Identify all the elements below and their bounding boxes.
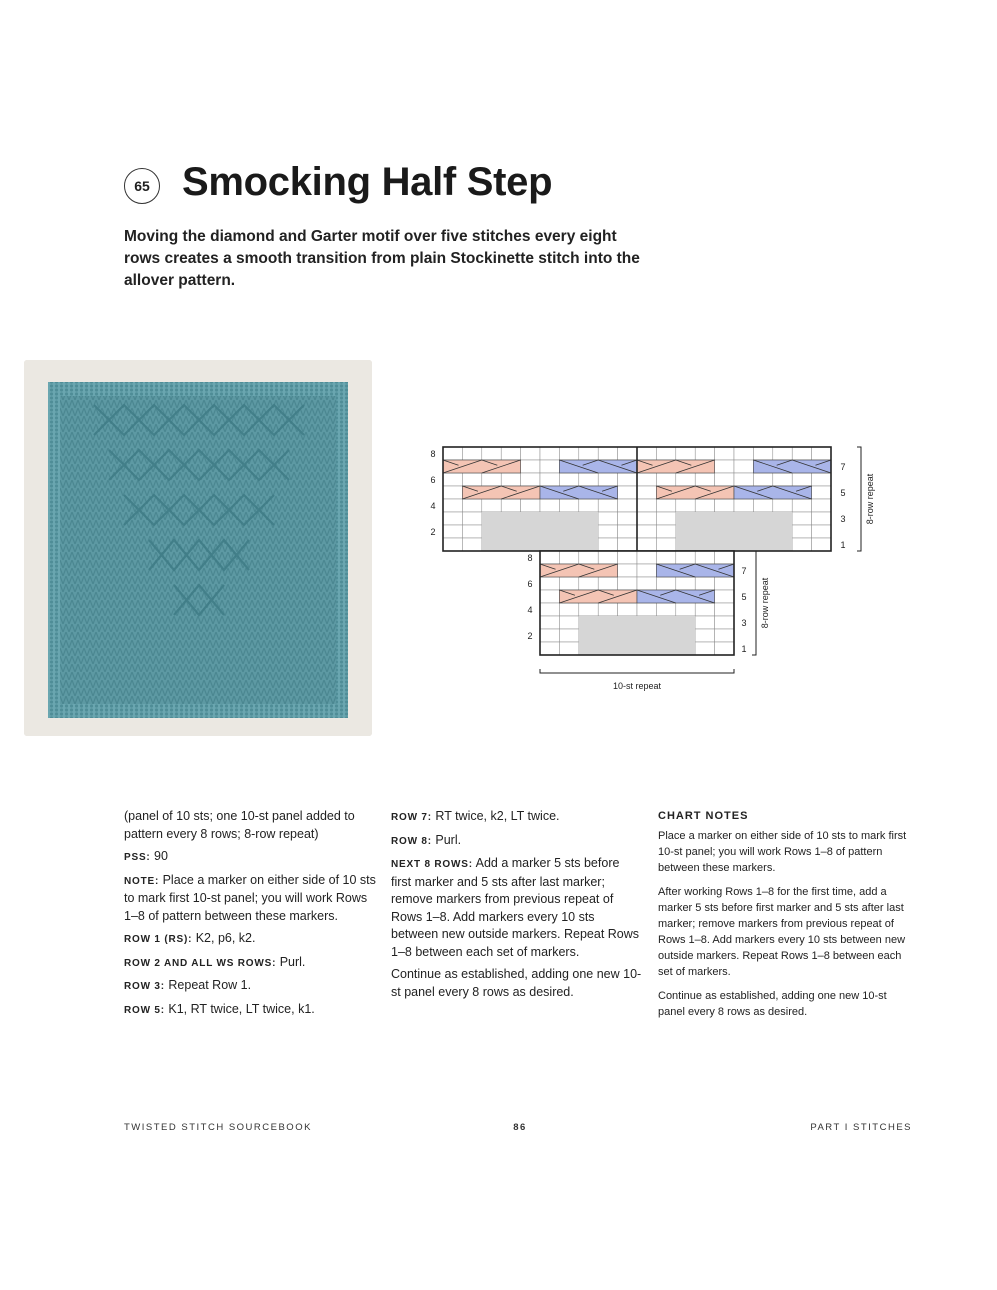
top-grid-cell bbox=[521, 460, 540, 473]
top-grid-cell bbox=[637, 538, 656, 551]
row-number-right: 7 bbox=[840, 462, 846, 472]
top-grid-cell bbox=[792, 473, 811, 486]
purl-block bbox=[579, 642, 695, 655]
top-grid-cell bbox=[521, 499, 540, 512]
top-grid-cell bbox=[540, 447, 559, 460]
top-grid-cell bbox=[792, 499, 811, 512]
note-label: NOTE: bbox=[124, 875, 160, 887]
rt-cross bbox=[637, 460, 715, 473]
stitch-repeat-bracket bbox=[540, 669, 734, 673]
top-grid-cell bbox=[792, 525, 811, 538]
top-grid-cell bbox=[501, 499, 520, 512]
bottom-grid-cell bbox=[559, 616, 578, 629]
top-grid-cell bbox=[618, 486, 637, 499]
top-grid-cell bbox=[676, 499, 695, 512]
row1-text: K2, p6, k2. bbox=[192, 931, 256, 945]
top-grid-cell bbox=[676, 473, 695, 486]
top-grid-cell bbox=[482, 499, 501, 512]
row7-line bbox=[391, 808, 643, 827]
top-grid-cell bbox=[598, 525, 617, 538]
top-grid-cell bbox=[715, 447, 734, 460]
bottom-grid-cell bbox=[695, 616, 714, 629]
row2-line bbox=[124, 954, 376, 973]
bottom-grid-cell bbox=[559, 642, 578, 655]
top-grid-cell bbox=[656, 512, 675, 525]
row5-text: K1, RT twice, LT twice, k1. bbox=[164, 1001, 315, 1016]
row-number-right: 1 bbox=[741, 644, 747, 654]
top-grid-cell bbox=[637, 499, 656, 512]
top-grid-cell bbox=[598, 473, 617, 486]
top-grid-cell bbox=[715, 473, 734, 486]
next-rows-line bbox=[391, 855, 643, 961]
chart-notes bbox=[658, 808, 916, 1028]
top-grid-cell bbox=[443, 486, 462, 499]
knitting-chart bbox=[405, 430, 885, 695]
row-number-right: 3 bbox=[741, 618, 747, 628]
bottom-grid-cell bbox=[598, 603, 617, 616]
bottom-grid-cell bbox=[695, 629, 714, 642]
top-grid-cell bbox=[462, 499, 481, 512]
top-grid-cell bbox=[540, 473, 559, 486]
bottom-grid-cell bbox=[715, 603, 734, 616]
top-grid-cell bbox=[598, 447, 617, 460]
note-text: Place a marker on either side of 10 sts to mark first 10-st panel; you will work Rows 1–8 of pattern between these markers. bbox=[124, 872, 376, 923]
top-grid-cell bbox=[521, 447, 540, 460]
row-number-right: 7 bbox=[741, 566, 747, 576]
top-grid-cell bbox=[753, 473, 772, 486]
top-grid-cell bbox=[773, 499, 792, 512]
row5-line bbox=[124, 1001, 376, 1020]
top-grid-cell bbox=[753, 447, 772, 460]
bottom-grid-cell bbox=[540, 603, 559, 616]
row-number-left: 8 bbox=[430, 449, 436, 459]
lt-cross bbox=[540, 486, 618, 499]
top-grid-cell bbox=[812, 447, 831, 460]
top-grid-cell bbox=[443, 499, 462, 512]
top-grid-cell bbox=[637, 486, 656, 499]
top-grid-cell bbox=[443, 525, 462, 538]
intro-text: Moving the diamond and Garter motif over five stitches every eight rows creates a smooth transition from plain Stockinette stitch into the allover pattern. bbox=[124, 228, 640, 289]
instructions-column-2 bbox=[391, 808, 643, 1006]
row7-text: RT twice, k2, LT twice. bbox=[431, 809, 560, 823]
top-grid-cell bbox=[656, 538, 675, 551]
stitch-repeat-label: 10-st repeat bbox=[612, 681, 662, 691]
rt-cross bbox=[443, 460, 521, 473]
bottom-grid-cell bbox=[715, 577, 734, 590]
top-grid-cell bbox=[676, 447, 695, 460]
top-grid-cell bbox=[462, 525, 481, 538]
purl-block bbox=[579, 616, 695, 629]
bottom-grid-cell bbox=[559, 603, 578, 616]
bottom-grid-cell bbox=[715, 629, 734, 642]
top-grid-cell bbox=[656, 447, 675, 460]
panel-description: (panel of 10 sts; one 10-st panel added to pattern every 8 rows; 8-row repeat) bbox=[124, 809, 355, 841]
top-grid-cell bbox=[734, 447, 753, 460]
row1-label: ROW 1 (RS): bbox=[124, 934, 193, 945]
top-grid-cell bbox=[715, 499, 734, 512]
pss-value: 90 bbox=[150, 849, 168, 863]
row8-label: ROW 8: bbox=[391, 835, 432, 847]
pss-line bbox=[124, 848, 376, 867]
row-repeat-bracket bbox=[752, 551, 756, 655]
purl-block bbox=[676, 525, 792, 538]
top-grid-cell bbox=[656, 499, 675, 512]
row7-label: ROW 7: bbox=[391, 812, 432, 823]
bottom-grid-cell bbox=[579, 577, 598, 590]
bottom-grid-cell bbox=[618, 551, 637, 564]
top-grid-cell bbox=[734, 460, 753, 473]
bottom-grid-cell bbox=[618, 564, 637, 577]
top-grid-cell bbox=[618, 512, 637, 525]
bottom-grid-cell bbox=[695, 603, 714, 616]
bottom-grid-cell bbox=[637, 603, 656, 616]
purl-block bbox=[676, 538, 792, 551]
row-number-right: 5 bbox=[741, 592, 747, 602]
top-grid-cell bbox=[501, 473, 520, 486]
lt-cross bbox=[734, 486, 812, 499]
row1-line bbox=[124, 930, 376, 949]
top-grid-cell bbox=[521, 473, 540, 486]
note-line bbox=[124, 872, 376, 926]
top-grid-cell bbox=[559, 473, 578, 486]
bottom-grid-cell bbox=[540, 616, 559, 629]
footer-part: PART I STITCHES bbox=[810, 1122, 912, 1133]
top-grid-cell bbox=[462, 473, 481, 486]
top-grid-cell bbox=[812, 512, 831, 525]
bottom-grid-cell bbox=[540, 551, 559, 564]
bottom-grid-cell bbox=[637, 564, 656, 577]
bottom-grid-cell bbox=[715, 551, 734, 564]
row-number-right: 5 bbox=[840, 488, 846, 498]
top-grid-cell bbox=[812, 525, 831, 538]
top-grid-cell bbox=[656, 525, 675, 538]
top-grid-cell bbox=[637, 447, 656, 460]
bottom-grid-cell bbox=[656, 577, 675, 590]
top-grid-cell bbox=[559, 499, 578, 512]
bottom-grid-cell bbox=[540, 629, 559, 642]
row3-line bbox=[124, 977, 376, 996]
row2-text: Purl. bbox=[276, 954, 306, 969]
row3-label: ROW 3: bbox=[124, 981, 165, 992]
top-grid-cell bbox=[812, 499, 831, 512]
instructions-column-1 bbox=[124, 808, 376, 1024]
top-grid-cell bbox=[618, 525, 637, 538]
top-grid-cell bbox=[618, 473, 637, 486]
chart-notes-title: CHART NOTES bbox=[658, 810, 749, 822]
bottom-grid-cell bbox=[676, 603, 695, 616]
top-grid-cell bbox=[695, 499, 714, 512]
bottom-grid-cell bbox=[540, 577, 559, 590]
row-number-left: 4 bbox=[527, 605, 533, 615]
bottom-grid-cell bbox=[559, 629, 578, 642]
rt-cross bbox=[559, 590, 637, 603]
top-grid-cell bbox=[540, 460, 559, 473]
swatch-illustration bbox=[24, 360, 372, 736]
bottom-grid-cell bbox=[540, 642, 559, 655]
chart-notes-p1: Place a marker on either side of 10 sts to mark first 10-st panel; you will work Rows 1–8 of pattern between these markers. bbox=[658, 829, 907, 874]
top-grid-cell bbox=[637, 525, 656, 538]
top-grid-cell bbox=[598, 512, 617, 525]
top-grid-cell bbox=[715, 460, 734, 473]
row2-label: ROW 2 AND ALL WS ROWS: bbox=[124, 957, 277, 969]
row5-label: ROW 5: bbox=[124, 1004, 165, 1016]
bottom-grid-cell bbox=[598, 551, 617, 564]
top-grid-cell bbox=[656, 473, 675, 486]
chart-notes-p2: After working Rows 1–8 for the first time, add a marker 5 sts before first marker and 5 sts after last marker; remove markers from previous repeat of Rows 1–8. Add markers every 10 sts between new outside markers. Repeat Rows 1–8 between each set of markers. bbox=[658, 885, 906, 978]
row-repeat-label: 8-row repeat bbox=[865, 473, 875, 525]
top-grid-cell bbox=[734, 473, 753, 486]
top-grid-cell bbox=[482, 473, 501, 486]
top-grid-cell bbox=[695, 473, 714, 486]
top-grid-cell bbox=[443, 447, 462, 460]
row-number-right: 3 bbox=[840, 514, 846, 524]
top-grid-cell bbox=[812, 473, 831, 486]
top-grid-cell bbox=[443, 538, 462, 551]
bottom-grid-cell bbox=[715, 642, 734, 655]
next-rows-text: Add a marker 5 sts before first marker and 5 sts after last marker; remove markers from previous repeat of Rows 1–8. Add markers every 10 sts between new outside markers. Repeat Rows 1–8 between each set of markers. bbox=[391, 856, 640, 959]
bottom-grid-cell bbox=[618, 577, 637, 590]
top-grid-cell bbox=[792, 447, 811, 460]
bottom-grid-cell bbox=[676, 551, 695, 564]
row-number-left: 4 bbox=[430, 501, 436, 511]
footer-book-title: TWISTED STITCH SOURCEBOOK bbox=[124, 1122, 312, 1133]
pattern-number-badge: 65 bbox=[124, 168, 160, 204]
bottom-grid-cell bbox=[579, 603, 598, 616]
bottom-grid-cell bbox=[598, 577, 617, 590]
lt-cross bbox=[559, 460, 637, 473]
bottom-grid-cell bbox=[656, 603, 675, 616]
row-number-left: 6 bbox=[430, 475, 436, 485]
chart-notes-p3: Continue as established, adding one new 10-st panel every 8 rows as desired. bbox=[658, 989, 887, 1018]
bottom-grid-cell bbox=[559, 551, 578, 564]
lt-cross bbox=[656, 564, 734, 577]
bottom-grid-cell bbox=[676, 577, 695, 590]
top-grid-cell bbox=[443, 512, 462, 525]
bottom-grid-cell bbox=[637, 551, 656, 564]
pss-label: PSS: bbox=[124, 852, 151, 863]
top-grid-cell bbox=[734, 499, 753, 512]
knitted-swatch-photo bbox=[24, 360, 372, 736]
lt-cross bbox=[753, 460, 831, 473]
lt-cross bbox=[637, 590, 715, 603]
page-title: Smocking Half Step bbox=[182, 160, 553, 204]
top-grid-cell bbox=[540, 499, 559, 512]
row-number-right: 1 bbox=[840, 540, 846, 550]
row-number-left: 8 bbox=[527, 553, 533, 563]
top-grid-cell bbox=[753, 499, 772, 512]
row-repeat-bracket bbox=[857, 447, 861, 551]
purl-block bbox=[579, 629, 695, 642]
bottom-grid-cell bbox=[656, 551, 675, 564]
rt-cross bbox=[656, 486, 734, 499]
top-grid-cell bbox=[501, 447, 520, 460]
purl-block bbox=[676, 512, 792, 525]
purl-block bbox=[482, 538, 598, 551]
top-grid-cell bbox=[462, 512, 481, 525]
continue-text: Continue as established, adding one new 10-st panel every 8 rows as desired. bbox=[391, 967, 642, 999]
purl-block bbox=[482, 525, 598, 538]
rt-cross bbox=[540, 564, 618, 577]
top-grid-cell bbox=[773, 473, 792, 486]
bottom-grid-cell bbox=[637, 577, 656, 590]
top-grid-cell bbox=[462, 447, 481, 460]
top-grid-cell bbox=[443, 473, 462, 486]
top-grid-cell bbox=[618, 499, 637, 512]
row-number-left: 2 bbox=[430, 527, 436, 537]
row-number-left: 6 bbox=[527, 579, 533, 589]
top-grid-cell bbox=[579, 473, 598, 486]
purl-block bbox=[482, 512, 598, 525]
top-grid-cell bbox=[773, 447, 792, 460]
top-grid-cell bbox=[637, 473, 656, 486]
top-grid-cell bbox=[598, 538, 617, 551]
top-grid-cell bbox=[812, 486, 831, 499]
bottom-grid-cell bbox=[559, 577, 578, 590]
top-grid-cell bbox=[482, 447, 501, 460]
top-grid-cell bbox=[598, 499, 617, 512]
bottom-grid-cell bbox=[695, 551, 714, 564]
top-grid-cell bbox=[579, 499, 598, 512]
rt-cross bbox=[462, 486, 540, 499]
top-grid-cell bbox=[792, 538, 811, 551]
bottom-grid-cell bbox=[618, 603, 637, 616]
top-grid-cell bbox=[618, 447, 637, 460]
bottom-grid-cell bbox=[579, 551, 598, 564]
top-grid-cell bbox=[559, 447, 578, 460]
top-grid-cell bbox=[695, 447, 714, 460]
bottom-grid-cell bbox=[715, 590, 734, 603]
bottom-grid-cell bbox=[715, 616, 734, 629]
row-repeat-label: 8-row repeat bbox=[760, 577, 770, 629]
next-rows-label: NEXT 8 ROWS: bbox=[391, 859, 473, 870]
row8-line bbox=[391, 832, 643, 851]
top-grid-cell bbox=[618, 538, 637, 551]
top-grid-cell bbox=[637, 512, 656, 525]
bottom-grid-cell bbox=[540, 590, 559, 603]
row8-text: Purl. bbox=[431, 832, 462, 847]
page-number: 86 bbox=[513, 1122, 527, 1133]
top-grid-cell bbox=[812, 538, 831, 551]
bottom-grid-cell bbox=[695, 577, 714, 590]
row3-text: Repeat Row 1. bbox=[164, 978, 252, 992]
top-grid-cell bbox=[579, 447, 598, 460]
top-grid-cell bbox=[792, 512, 811, 525]
bottom-grid-cell bbox=[695, 642, 714, 655]
row-number-left: 2 bbox=[527, 631, 533, 641]
top-grid-cell bbox=[462, 538, 481, 551]
